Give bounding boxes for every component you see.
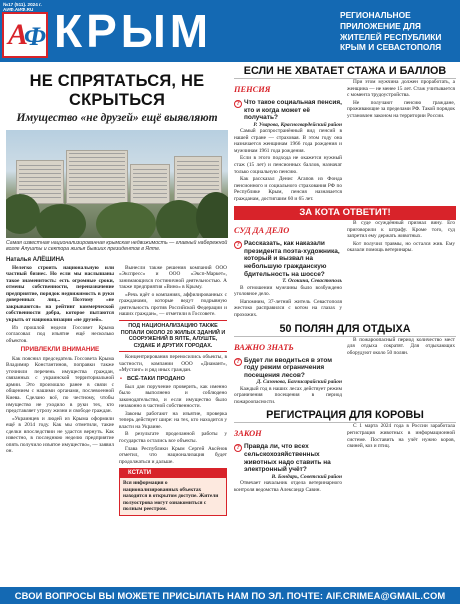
answer-paragraph: Напомним, 37-летний житель Севастополя жестоко расправился с котом на глазах у прохожих. (234, 298, 342, 318)
info-box (119, 468, 227, 516)
question-mark-icon: ? (234, 358, 242, 366)
info-box-label: КСТАТИ (120, 469, 226, 478)
article-column (6, 265, 114, 516)
question (234, 357, 342, 380)
region-title: КРЫМ (54, 5, 213, 57)
tree-image (196, 192, 228, 238)
article-paragraph: Из прошлой недели Госсовет Крыма согласовал под изъятие ещё несколько объектов. (6, 324, 114, 344)
rubric-label: СУД ДА ДЕЛО (234, 226, 290, 236)
question (234, 443, 342, 473)
article-paragraph: Законы работают на изъятие, проверка теперь действует шире: на тех, кто находится у власти на Украине. (119, 410, 227, 430)
answer-paragraph: Кот получил травмы, но остался жив. Ему оказали помощь ветеринары. (347, 240, 455, 254)
article-paragraph: В результате проделанной работы у государства остались все объекты. (119, 431, 227, 444)
answer-paragraph: В отношении мужчины было возбуждено уголовное дело. (234, 284, 342, 298)
question-text: Рассказать, как наказали президента поэта-художника, который и вызвал на небольшую гражданскую бдительность на шоссе? (244, 240, 340, 278)
article-paragraph: Как пояснил председатель Госсовета Крыма Владимир Константинов, поправки также уточнили перечень имущества граждан, связанных с украинской территориальной армии. Это произошло ранее в связи с общением с нашими органами, послевоенной Киева. Сделано всё, по честному, чтобы имущество не уходило в руки тех, кто представляет угрозу жизни и свободе граждан. (6, 355, 114, 415)
tree-image (36, 204, 86, 238)
issue-info: №17 (511). 2024 г. АИФ.АИФ.RU (3, 2, 42, 13)
author-byline: Наталья АЛЁШИНА (6, 256, 65, 263)
qa-column (234, 64, 456, 494)
main-article (6, 64, 228, 516)
article-photo (6, 130, 228, 238)
article-body (6, 265, 228, 516)
question-author: Д. Сазонова, Бахчисарайский район (256, 379, 342, 386)
qa-block-pension (234, 79, 456, 203)
qa-block-court (234, 220, 456, 319)
article-paragraph: Был дан поручение проверить, как именно было выполнено и соблюдено законодательство, и если имущество было незаконно в частной собственности. (119, 383, 227, 410)
section-heading: ПРИВЛЕКЛИ ВНИМАНИЕ (20, 346, 100, 354)
article-paragraph: «Речь идёт о компаниях, аффилированных с гражданами, которые ведут подрывную деятельность против Российской Федерации и наших граждан», — отметили в Госсовете. (119, 291, 227, 318)
rubric-label: ЗАКОН (234, 429, 262, 439)
question-mark-icon: ? (234, 100, 242, 108)
answer-paragraph: Не получают пенсию граждане, проживающие за пределами РФ. Такой порядок установлен законом на территории России. (347, 99, 455, 119)
highlight-quote: ПОД НАЦИОНАЛИЗАЦИЮ ТАКЖЕ ПОПАЛИ ОКОЛО 20 ЖИЛЫХ ЗДАНИЙ И СООРУЖЕНИЙ В ЯЛТЕ, АЛУШТЕ, СУДАКЕ И ДРУГИХ ГОРОДАХ. (119, 320, 227, 352)
article-subhead: Имущество «не друзей» ещё выявляют (16, 112, 218, 124)
article-paragraph: «Украинцев и людей из Крыма оформили ещё в 2014 году. Как мы отметили, такие сделки впоследствии не удастся вернуть. Как известно, в последнюю неделю предприятие опять получило изъятое имущество», — заявил он. (6, 415, 114, 455)
question-text: Правда ли, что всех сельскохозяйственных животных надо ставить на электронный учёт? (244, 443, 331, 474)
tagline: РЕГИОНАЛЬНОЕ ПРИЛОЖЕНИЕ ДЛЯ ЖИТЕЛЕЙ РЕСПУБЛИКИ КРЫМ И СЕВАСТОПОЛЯ (340, 10, 442, 53)
question-text: Будет ли вводиться в этом году режим ограничения посещения лесов? (244, 356, 333, 379)
section-title: ЕСЛИ НЕ ХВАТАЕТ СТАЖА И БАЛЛОВ (234, 64, 456, 79)
article-paragraph: Вынесли также решения компаний ООО «Экспресс» и ООО «Эксп-Маркет», занимающихся гостиничной деятельностью. А также предприятия «Вино» в Крыму. (119, 264, 227, 291)
building-image (130, 164, 170, 204)
rubric-label: ВАЖНО ЗНАТЬ (234, 342, 294, 352)
section-title: 50 ПОЛЯН ДЛЯ ОТДЫХА (234, 322, 456, 337)
answer-paragraph: Как рассказал Денис Агапов из Фонда пенсионного и социального страхования РФ по Республике Крым, пенсия назначается гражданам, достигшим 60 и 65 лет. (234, 176, 342, 202)
article-lead: Нелегко строить национальную или частный бизнес. Но если мы наслышаны такое знаменитость: есть огромные сроки, отмены собственности, переназначение предприятие, порядок недвижимость в руки доверенных лиц... Поэтому «не закрываются» на рейтинг коммерческой собственности добра, которое пытаются укрыть от национализации «не друзей». (6, 264, 114, 323)
answer-paragraph: В суде осуждённый признал вину. Его приговорили к штрафу. Кроме того, суд запретил ему держать животных. (347, 220, 455, 240)
logo-letter-f: Ф (24, 22, 47, 51)
article-headline: НЕ СПРЯТАТЬСЯ, НЕ СКРЫТЬСЯ (29, 72, 205, 109)
question-author: Р. Уварова, Красногвардейский район (253, 121, 342, 128)
question (234, 240, 342, 278)
question (234, 99, 342, 122)
answer-paragraph: Отвечает начальник отдела ветеринарного контроля ведомства Александр Савин. (234, 480, 342, 493)
tree-image (6, 194, 40, 234)
photo-caption: Самая известная национализированная крымская недвижимость — главный набережной возле Алушты и сектора жилья бывших президентов в Ялте. (6, 240, 228, 253)
aif-logo (2, 12, 48, 58)
logo-letter-a: А (8, 18, 29, 51)
answer-paragraph: Самый распространённый вид пенсий в нашей стране — страховая. В этом году она назначается женщинам 1966 года рождения и мужчинам 1961 года рождения. (234, 128, 342, 154)
section-title: РЕГИСТРАЦИЯ ДЛЯ КОРОВЫ (234, 408, 456, 423)
question-text: Что такое социальная пенсия, кто и когда может её получать? (244, 99, 342, 122)
question-mark-icon: ? (234, 241, 242, 249)
answer-paragraph: Если в этого подхода не окажется нужный стаж (15 лет) и пенсионных баллов, назначат только социальную пенсию. (234, 155, 342, 175)
section-heading: • ВСЁ-ТАКИ ПРОДАНО (119, 376, 227, 383)
question-author: Т. Осокина, Севастополь (282, 278, 342, 285)
answer-paragraph: В пожароопасный период количество мест для отдыха сократят. Для отдыхающих оборудуют около 50 полян. (347, 336, 455, 356)
info-box-text: Вся информация о национализированных объектах находится в открытом доступе. Жители полуострова могут ознакомиться с полным реестром. (123, 480, 219, 513)
qa-block-livestock (234, 423, 456, 494)
rubric-label: ПЕНСИЯ (234, 85, 271, 94)
article-paragraph: Глава Республики Крым Сергей Аксёнов отметил, что национализация будет продолжаться и дальше. (119, 445, 227, 465)
section-title: ЗА КОТА ОТВЕТИТ! (234, 206, 456, 220)
masthead (0, 0, 460, 62)
article-paragraph: Концентрирования переносились объекты, в частности, компании ООО «Диамант», «Мустанг» и ряд иных граждан. (119, 354, 227, 374)
answer-paragraph: При этом мужчина должен проработать, а женщина — не менее 15 лет. Стаж учитывается с момента трудоустройства. (347, 79, 455, 99)
question-mark-icon: ? (234, 444, 242, 452)
answer-paragraph: Каждый год в наших лесах действует режим ограничения посещения в период пожароопасности. (234, 385, 342, 405)
building-image (66, 150, 128, 204)
tree-image (96, 202, 156, 238)
qa-block-forest (234, 337, 456, 407)
article-column (119, 265, 227, 516)
footer-contact-banner: СВОИ ВОПРОСЫ ВЫ МОЖЕТЕ ПРИСЫЛАТЬ НАМ ПО ЭЛ. ПОЧТЕ: AIF.CRIMEA@GMAIL.COM (0, 587, 460, 604)
answer-paragraph: С 1 марта 2024 года в России заработала регистрация животных в информационной системе. Поставить на учёт нужно коров, свиней, коз и птиц. (347, 423, 455, 450)
question-author: В. Бондарь, Советский район (271, 473, 342, 480)
